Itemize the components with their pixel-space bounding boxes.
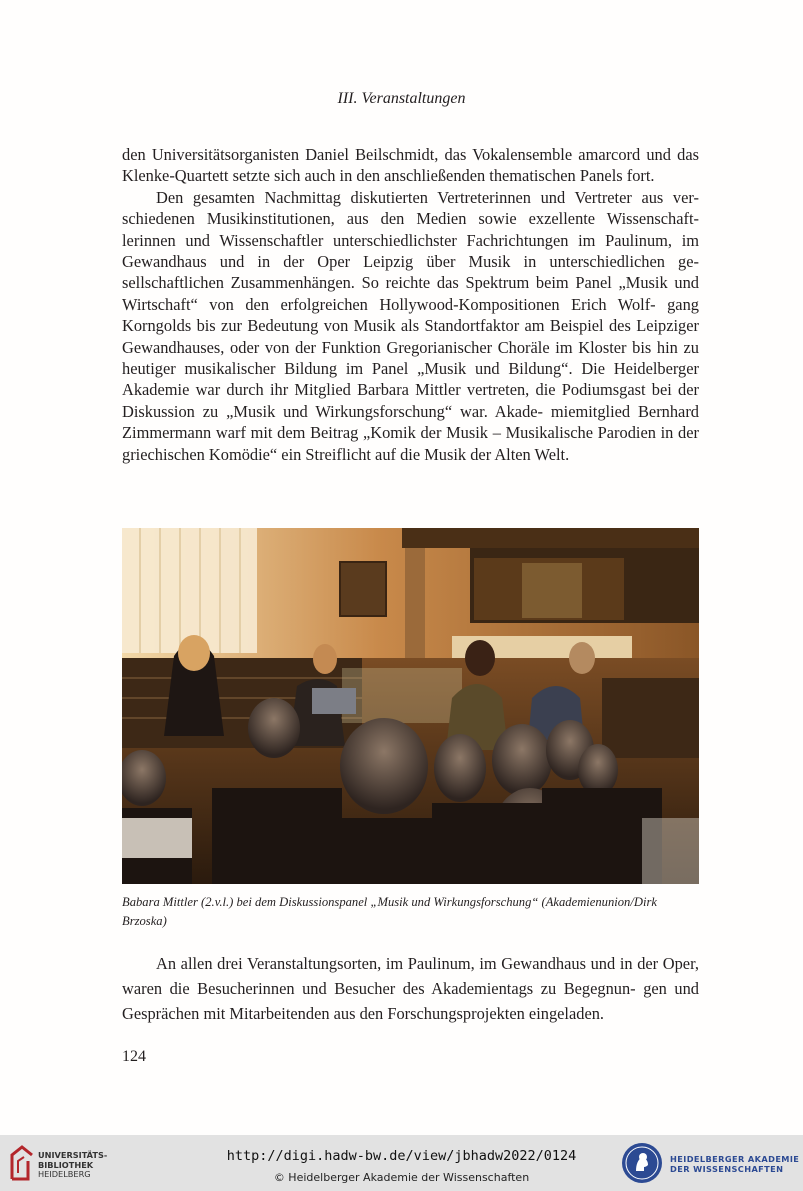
photo-caption <box>122 893 699 931</box>
academy-logo[interactable] <box>620 1141 800 1185</box>
text-line: lerinnen und Wissenschaftler unterschiedlichster Fachrichtungen im Paulinum, <box>122 230 673 250</box>
body-text <box>122 144 699 465</box>
text-line: Podiumsgast bei der Diskussion zu „Musik und Wirkungsforschung“ war. Akade- <box>122 380 699 421</box>
text-line: An allen drei Veranstaltungsorten, im Paulinum, im Gewandhaus und in der <box>156 954 659 973</box>
running-head: III. Veranstaltungen <box>337 90 466 107</box>
text-line: miemitglied Bernhard Zimmermann warf mit dem Beitrag „Komik der Musik – <box>122 401 699 443</box>
text-line: das Klenke-Quartett setzte sich auch in den anschließenden thematischen Panels <box>122 145 699 186</box>
body-text-bottom <box>122 951 699 1026</box>
viewer-footer <box>0 1135 803 1191</box>
text-line: sellschaftlichen Zusammenhängen. So reichte das Spektrum beim Panel „Musik <box>122 273 668 293</box>
text-line: und Wirtschaft“ von den erfolgreichen Hollywood-Kompositionen Erich Wolf- <box>122 273 699 314</box>
text-line: der Alten Welt. <box>470 444 570 464</box>
text-line: gang Korngolds bis zur Bedeutung von Musik als Standortfaktor am Beispiel des <box>122 294 699 336</box>
text-line: Leipziger Gewandhauses, oder von der Funktion Gregorianischer Choräle im <box>122 316 699 357</box>
page-number: 124 <box>122 1048 146 1065</box>
event-photo <box>122 528 699 884</box>
text-line: Den gesamten Nachmittag diskutierten Vertreterinnen und Vertreter aus ver- <box>156 187 699 207</box>
text-line: den Universitätsorganisten Daniel Beilschmidt, das Vokalensemble amarcord und <box>122 145 671 164</box>
text-line: im Gewandhaus und in der Oper Leipzig über Musik in unterschiedlichen ge- <box>122 230 699 272</box>
paragraph <box>122 187 699 465</box>
text-line: Oper, waren die Besucherinnen und Besucher des Akademientags zu Begegnun- <box>122 954 699 998</box>
copyright-notice: © Heidelberger Akademie der Wissenschaften <box>273 1171 530 1184</box>
academy-name-line: DER WISSENSCHAFTEN <box>670 1164 784 1174</box>
academy-seal-icon <box>620 1141 664 1185</box>
text-line: Kloster bis hin zu heutiger musikalischer Bildung im Panel „Musik und Bildung“. <box>122 337 699 379</box>
caption-line: Brzoska) <box>122 914 167 928</box>
paragraph <box>122 144 699 187</box>
caption-line: Babara Mittler (2.v.l.) bei dem Diskussionspanel „Musik und Wirkungsforschung“ (Akademienunion/Dirk <box>122 895 657 909</box>
text-line: Musikalische Parodien in der griechischen Komödie“ ein Streiflicht auf die Musik <box>122 423 699 464</box>
academy-name-line: HEIDELBERGER AKADEMIE <box>670 1154 800 1164</box>
text-line: fort. <box>626 166 655 186</box>
text-line: gen und Gesprächen mit Mitarbeitenden aus den Forschungsprojekten eingeladen. <box>122 979 699 1023</box>
library-name-line: UNIVERSITÄTS- <box>38 1150 108 1160</box>
library-name-line: HEIDELBERG <box>38 1169 91 1179</box>
text-line: Die Heidelberger Akademie war durch ihr Mitglied Barbara Mittler vertreten, die <box>122 359 699 400</box>
document-url[interactable]: http://digi.hadw-bw.de/view/jbhadw2022/0124 <box>226 1148 577 1164</box>
paragraph <box>122 951 699 1026</box>
text-line: schiedenen Musikinstitutionen, aus den Medien sowie exzellente Wissenschaft- <box>122 209 699 229</box>
academy-name <box>670 1154 799 1174</box>
library-name-line: BIBLIOTHEK <box>38 1159 94 1170</box>
